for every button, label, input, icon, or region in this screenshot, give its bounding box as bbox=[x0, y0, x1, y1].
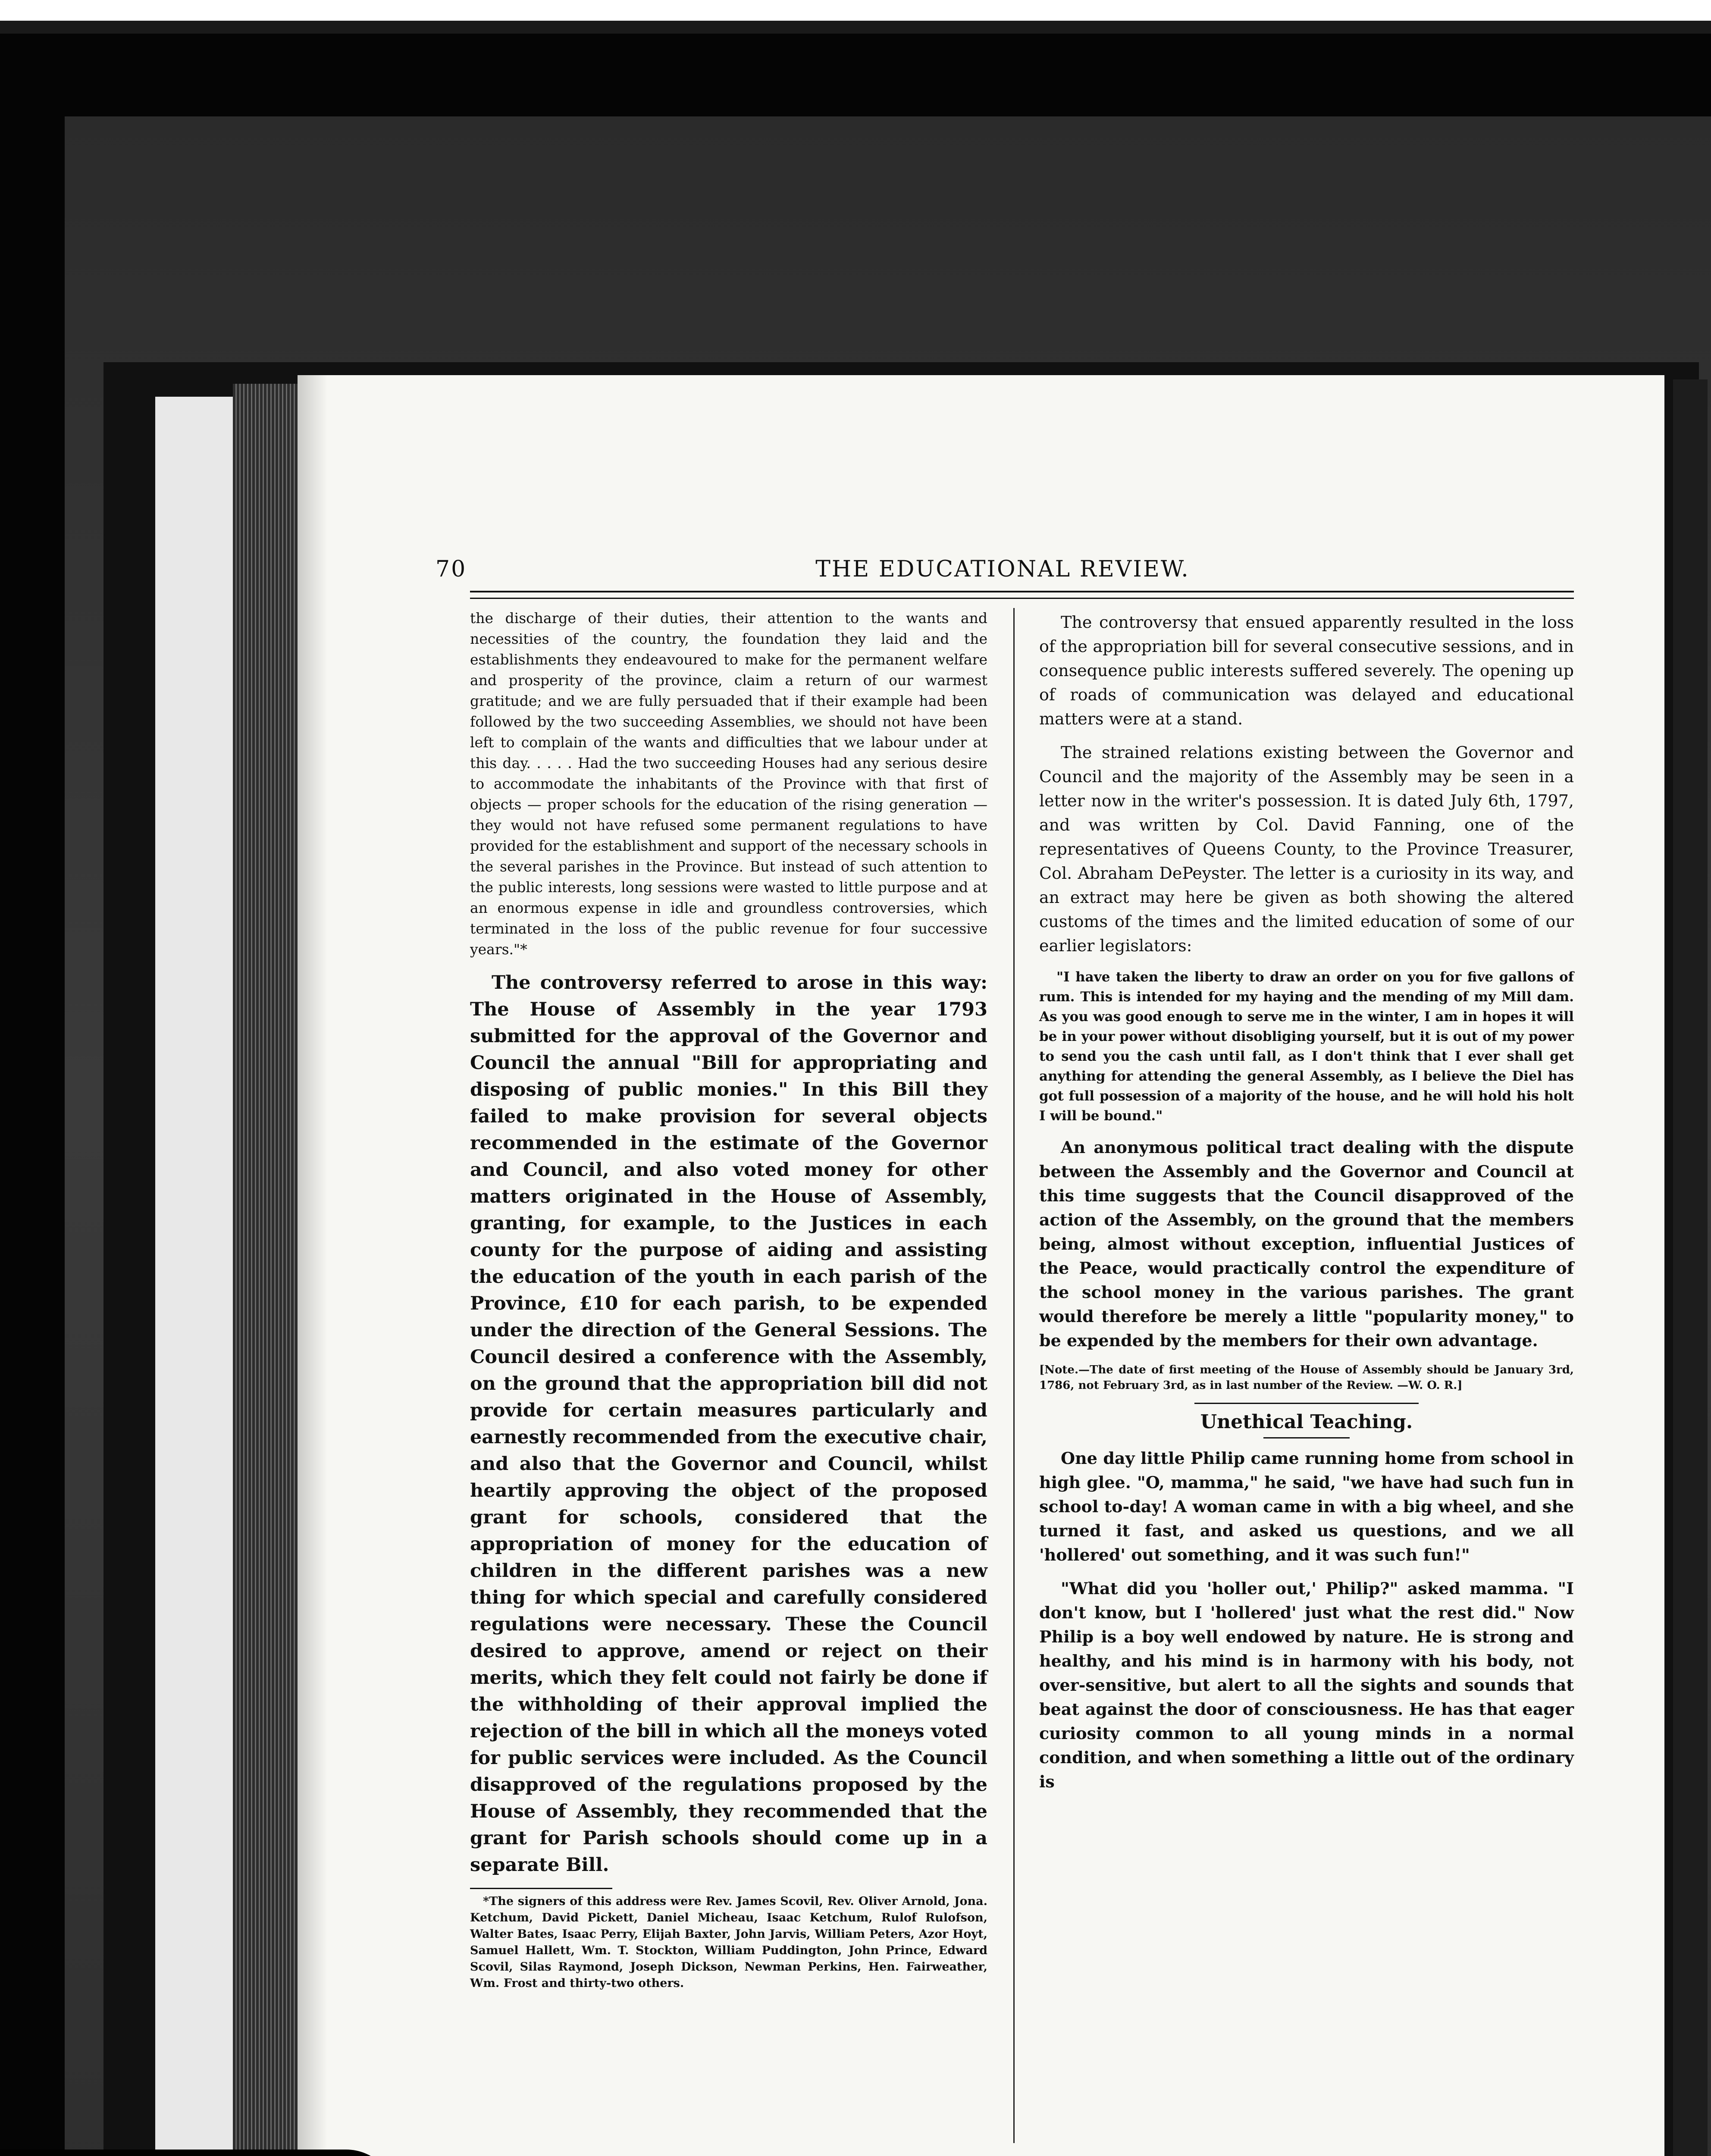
left-leaf bbox=[155, 397, 233, 2156]
running-head: THE EDUCATIONAL REVIEW. bbox=[815, 556, 1190, 582]
editor-note: [Note.—The date of first meeting of the House of Assembly should be January 3rd, 1786, not February 3rd, as in last number of the Review. —W. O. R.] bbox=[1039, 1363, 1574, 1392]
letter-quote: "I have taken the liberty to draw an order on you for five gallons of rum. This is intended for my haying and the mending of my Mill dam. As you was good enough to serve me in the winter, I am in hopes it will be in your power without disobliging yourself, but it is out of my power to send you the cash until fall, as I don't think that I ever shall get anything for attending the general Assembly, as I believe the Diel has got full possession of a majority of the house, and he will hold his holt I will be bound." bbox=[1039, 969, 1574, 1124]
quoted-address: the discharge of their duties, their attention to the wants and necessities of the country, the foundation they laid and the establishments they endeavoured to make for the permanent welfare and prosperity of the province, claim a return of our warmest gratitude; and we are fully persuaded that if their example had been followed by the two succeeding Assemblies, we should not have been left to complain of the wants and difficulties that we labour under at this day. . . . . Had the two succeeding Houses had any serious desire to accommodate the inhabitants of the Province with that first of objects — proper schools for the education of the rising generation — they would not have refused some permanent regulations to have provided for the establishment and support of the necessary schools in the several parishes in the Province. But instead of such attention to the public interests, long sessions were wasted to little purpose and at an enormous expense in idle and groundless controversies, which terminated in the loss of the public revenue for four successive years."* bbox=[470, 610, 987, 958]
thumb-shadow bbox=[0, 2150, 397, 2156]
gutter-shadow bbox=[298, 375, 328, 2156]
left-column bbox=[470, 608, 987, 2001]
paragraph-controversy: The controversy referred to arose in this way: The House of Assembly in the year 1793 submitted for the approval of the Governor and Council the annual "Bill for appropriating and disposing of public monies." In this Bill they failed to make provision for several objects recommended in the estimate of the Governor and Council, and also voted money for other matters originated in the House of Assembly, granting, for example, to the Justices in each county for the purpose of aiding and assisting the education of the youth in each parish of the Province, £10 for each parish, to be expended under the direction of the General Sessions. The Council desired a conference with the Assembly, on the ground that the appropriation bill did not provide for certain measures particularly and earnestly recommended from the executive chair, and also that the Governor and Council, whilst heartily approving the object of the proposed grant for schools, considered that the appropriation of money for the education of children in the different parishes was a new thing for which special and carefully considered regulations were necessary. These the Council desired to approve, amend or reject on their merits, which they felt could not fairly be done if the withholding of their approval implied the rejection of the bill in which all the moneys voted for public services were included. As the Council disapproved of the regulations proposed by the House of Assembly, they recommended that the grant for Parish schools should come up in a separate Bill. bbox=[470, 972, 987, 1876]
title-rule bbox=[1263, 1437, 1350, 1438]
film-edge bbox=[0, 21, 1711, 34]
header-rule bbox=[470, 591, 1574, 599]
section-title: Unethical Teaching. bbox=[1200, 1411, 1413, 1433]
section-separator bbox=[1194, 1403, 1419, 1404]
paragraph-philip: One day little Philip came running home from school in high glee. "O, mamma," he said, "we have had such fun in school to-day! A woman came in with a big wheel, and she turned it fast, and asked us questions, and we all 'hollered' out something, and it was such fun!" bbox=[1039, 1448, 1574, 1564]
page-header bbox=[436, 556, 1570, 591]
page-edges bbox=[233, 384, 298, 2156]
page-number: 70 bbox=[436, 556, 467, 582]
paragraph-strained-relations: The strained relations existing between the Governor and Council and the majority of the Assembly may be seen in a letter now in the writer's possession. It is dated July 6th, 1797, and was written by Col. David Fanning, one of the representatives of Queens County, to the Province Treasurer, Col. Abraham DePeyster. The letter is a curiosity in its way, and an extract may here be given as both showing the altered customs of the times and the limited education of some of our earlier legislators: bbox=[1039, 743, 1574, 955]
column-rule bbox=[1013, 608, 1015, 2143]
footnote-signers: *The signers of this address were Rev. James Scovil, Rev. Oliver Arnold, Jona. Ketchum, David Pickett, Daniel Micheau, Isaac Ketchum, Rulof Rulofson, Walter Bates, Isaac Perry, Elijah Baxter, John Jarvis, William Peters, Azor Hoyt, Samuel Hallett, Wm. T. Stockton, William Puddington, John Prince, Edward Scovil, Silas Raymond, Joseph Dickson, Newman Perkins, Hen. Fairweather, Wm. Frost and thirty-two others. bbox=[470, 1895, 987, 1990]
document-page bbox=[298, 375, 1664, 2156]
film-strip-top bbox=[0, 0, 1711, 21]
paragraph-appropriation: The controversy that ensued apparently resulted in the loss of the appropriation bill for several consecutive sessions, and in consequence public interests suffered severely. The opening up of roads of communication was delayed and educational matters were at a stand. bbox=[1039, 613, 1574, 728]
paragraph-holler: "What did you 'holler out,' Philip?" asked mamma. "I don't know, but I 'hollered' just what the rest did." Now Philip is a boy well endowed by nature. He is strong and healthy, and his mind is in harmony with his body, not over-sensitive, but alert to all the sights and sounds that beat against the door of consciousness. He has that eager curiosity common to all young minds in a normal condition, and when something a little out of the ordinary is bbox=[1039, 1579, 1574, 1791]
footnote-rule bbox=[470, 1888, 612, 1889]
paragraph-political-tract: An anonymous political tract dealing with the dispute between the Assembly and the Governor and Council at this time suggests that the Council disapproved of the action of the Assembly, on the ground that the members being, almost without exception, influential Justices of the Peace, would practically control the expenditure of the school money in the various parishes. The grant would therefore be merely a little "popularity money," to be expended by the members for their own advantage. bbox=[1039, 1138, 1574, 1350]
right-book-edge bbox=[1673, 379, 1708, 2156]
right-column bbox=[1039, 610, 1574, 1803]
